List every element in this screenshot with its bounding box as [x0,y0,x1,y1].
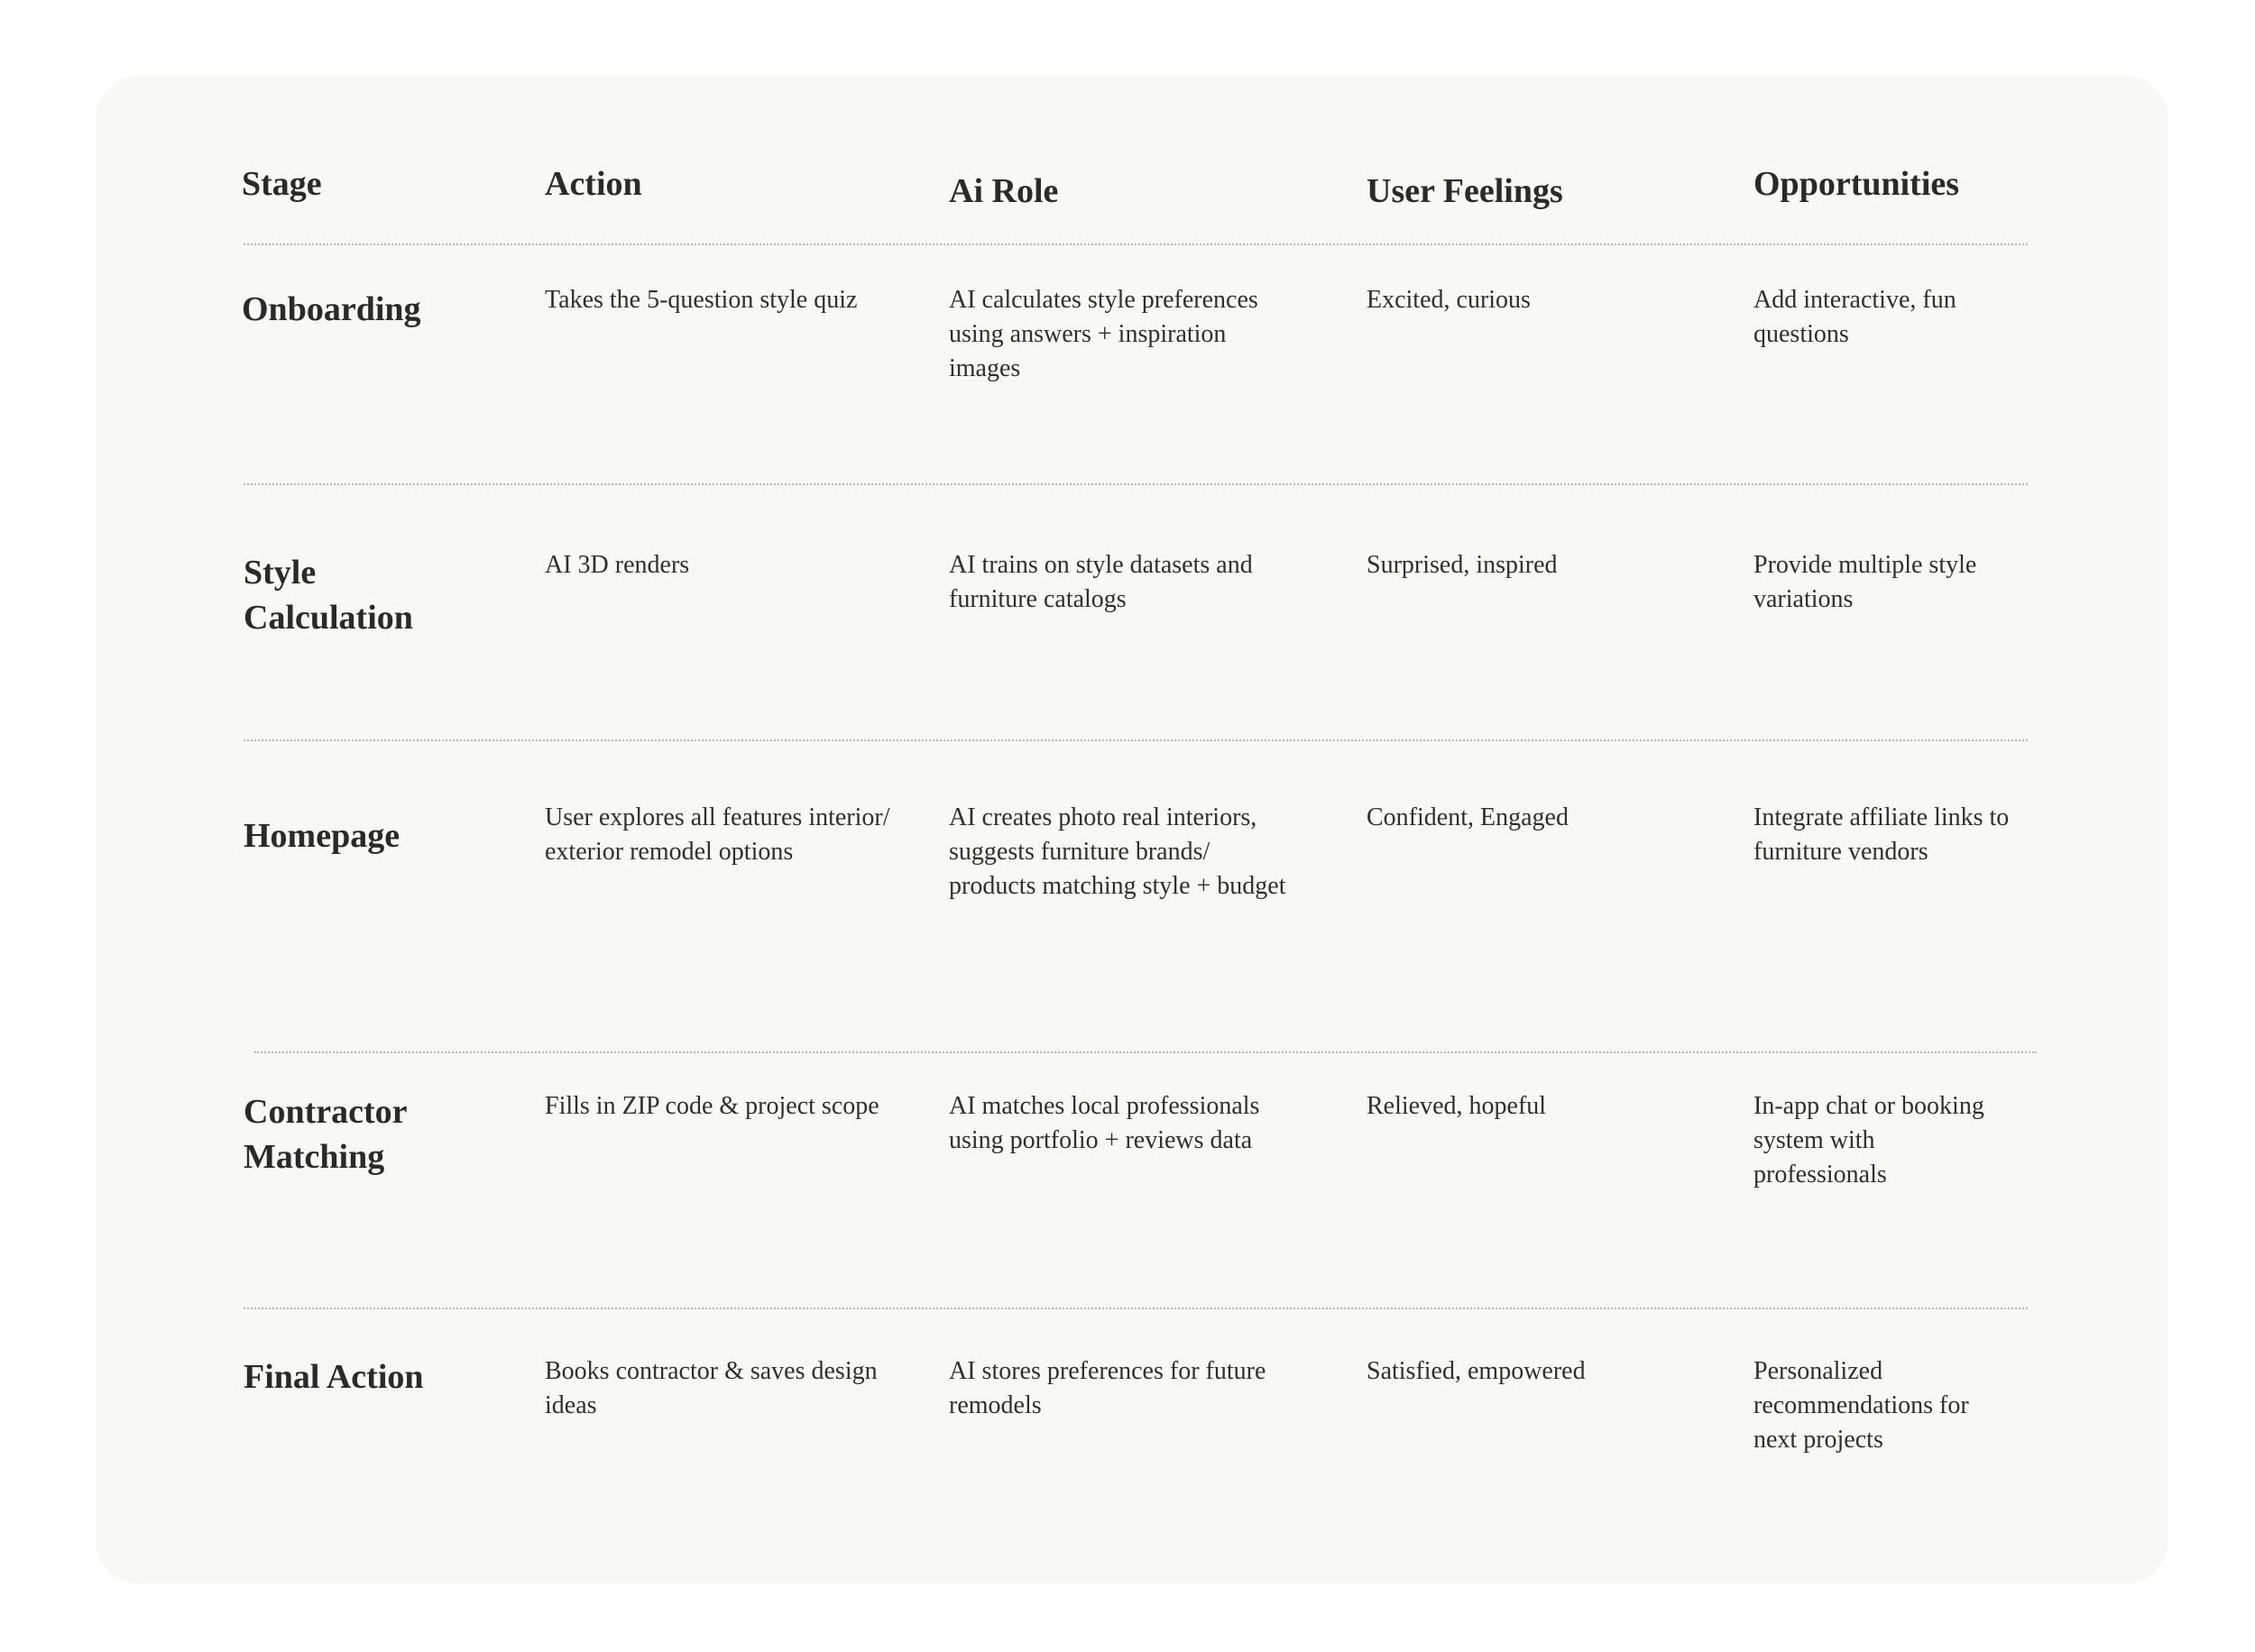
user-feelings-contractor-matching: Relieved, hopeful [1367,1092,1547,1120]
row-divider [244,739,2028,741]
ai-role-onboarding: AI calculates style preferences using answers + inspiration images [949,286,1258,382]
opportunities-homepage: Integrate affiliate links to furniture vendors [1753,803,2010,866]
ai-role-style-calculation: AI trains on style datasets and furniture catalogs [949,551,1253,613]
stage-onboarding: Onboarding [242,290,421,328]
opportunities-contractor-matching: In-app chat or booking system with professionals [1753,1092,1984,1189]
action-contractor-matching: Fills in ZIP code & project scope [545,1092,879,1120]
action-onboarding: Takes the 5-question style quiz [545,286,858,314]
ai-role-contractor-matching: AI matches local professionals using portfolio + reviews data [949,1092,1260,1154]
ai-role-homepage: AI creates photo real interiors, suggests furniture brands/ products matching style + budget [949,803,1286,900]
user-feelings-style-calculation: Surprised, inspired [1367,551,1558,579]
opportunities-onboarding: Add interactive, fun questions [1753,286,1956,348]
opportunities-style-calculation: Provide multiple style variations [1753,551,1977,613]
row-divider [244,483,2028,485]
action-homepage: User explores all features interior/ exterior remodel options [545,803,890,866]
header-action: Action [545,165,642,203]
action-final-action: Books contractor & saves design ideas [545,1357,878,1419]
header-ai-role: Ai Role [949,172,1059,210]
row-divider [254,1051,2037,1053]
user-feelings-final-action: Satisfied, empowered [1367,1357,1586,1385]
user-feelings-onboarding: Excited, curious [1367,286,1531,314]
ai-role-final-action: AI stores preferences for future remodels [949,1357,1266,1419]
action-style-calculation: AI 3D renders [545,551,690,579]
stage-homepage: Homepage [244,817,400,855]
header-stage: Stage [242,165,322,203]
user-feelings-homepage: Confident, Engaged [1367,803,1569,831]
header-divider [244,243,2028,245]
journey-map-card [96,76,2168,1583]
stage-contractor-matching: Contractor Matching [244,1093,407,1176]
header-user-feelings: User Feelings [1367,172,1563,210]
opportunities-final-action: Personalized recommendations for next projects [1753,1357,1969,1454]
header-opportunities: Opportunities [1753,165,1960,203]
row-divider [244,1308,2028,1309]
stage-final-action: Final Action [244,1358,424,1396]
stage-style-calculation: Style Calculation [244,554,413,637]
